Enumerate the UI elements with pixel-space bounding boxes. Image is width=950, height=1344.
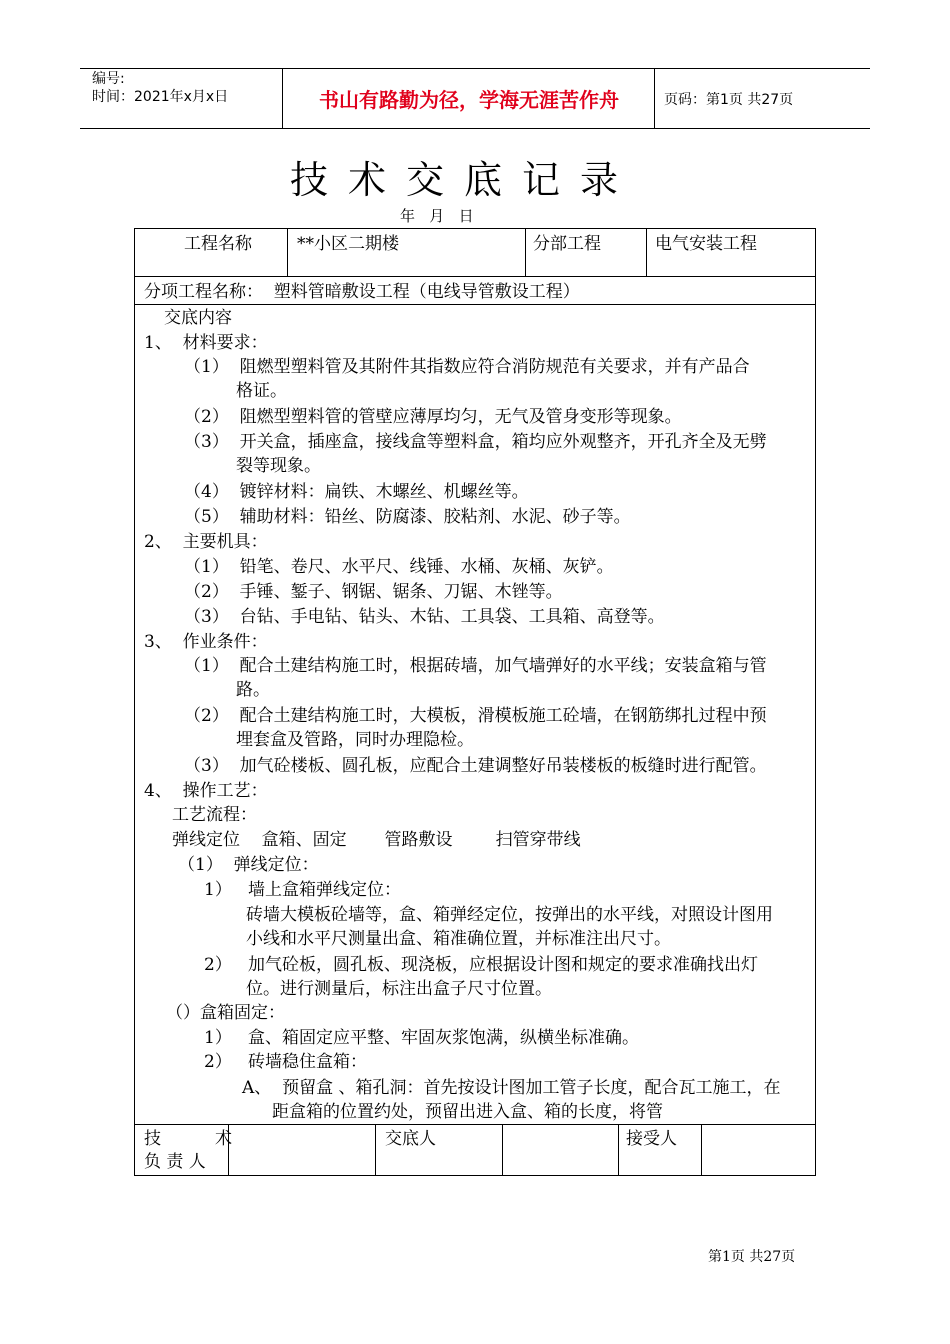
content-line: 3、 作业条件：	[144, 632, 268, 652]
content-line: （1） 铅笔、卷尺、水平尺、线锤、水桶、灰桶、灰铲。	[184, 557, 614, 577]
content-line: 裂等现象。	[236, 456, 321, 476]
footer-receiver-label: 接受人	[626, 1129, 677, 1149]
content-line: 4、 操作工艺：	[144, 781, 268, 801]
table-row2-border	[134, 304, 816, 305]
content-line: 位。进行测量后，标注出盒子尺寸位置。	[246, 979, 552, 999]
content-line: 格证。	[236, 381, 287, 401]
table-left-border	[134, 228, 135, 1176]
header-time: 时间：2021年x月x日	[92, 89, 229, 105]
content-line: 1） 盒、箱固定应平整、牢固灰浆饱满，纵横坐标准确。	[204, 1028, 640, 1048]
content-line: A、 预留盒 、箱孔洞：首先按设计图加工管子长度，配合瓦工施工，在	[242, 1078, 781, 1098]
table-row1-border	[134, 276, 816, 277]
footer-tech-label-top: 技 术	[144, 1129, 233, 1149]
footer-divider-3	[502, 1124, 503, 1175]
content-line: （2） 手锤、錾子、钢锯、锯条、刀锯、木锉等。	[184, 582, 563, 602]
project-name-label: 工程名称	[184, 234, 252, 254]
content-line: 埋套盒及管路，同时办理隐检。	[236, 730, 474, 750]
header-top-rule	[80, 68, 870, 69]
content-line: （2） 配合土建结构施工时，大模板，滑模板施工砼墙，在钢筋绑扎过程中预	[184, 706, 767, 726]
footer-discloser-label: 交底人	[385, 1129, 436, 1149]
content-line: 1、 材料要求：	[144, 333, 268, 353]
content-line: 路。	[236, 680, 270, 700]
content-line: 2、 主要机具：	[144, 532, 268, 552]
content-line: 2） 砖墙稳住盒箱：	[204, 1052, 368, 1072]
content-line: （1） 配合土建结构施工时，根据砖墙，加气墙弹好的水平线；安装盒箱与管	[184, 656, 767, 676]
footer-divider-4	[618, 1124, 619, 1175]
project-name-value: **小区二期楼	[297, 234, 399, 254]
page-footer: 第1页 共27页	[708, 1249, 796, 1265]
table-top-border	[134, 228, 816, 229]
date-line: 年 月 日	[400, 207, 474, 225]
subitem-name: 分项工程名称： 塑料管暗敷设工程（电线导管敷设工程）	[144, 282, 580, 302]
content-line: 工艺流程：	[172, 805, 257, 825]
content-line: （3） 加气砼楼板、圆孔板，应配合土建调整好吊装楼板的板缝时进行配管。	[184, 756, 767, 776]
content-line: （1） 弹线定位：	[178, 855, 319, 875]
division-value: 电气安装工程	[655, 234, 757, 254]
content-line: （1） 阻燃型塑料管及其附件其指数应符合消防规范有关要求，并有产品合	[184, 357, 750, 377]
footer-divider-2	[375, 1124, 376, 1175]
header-bottom-rule	[80, 128, 870, 129]
content-line: （2） 阻燃型塑料管的管壁应薄厚均匀，无气及管身变形等现象。	[184, 407, 682, 427]
footer-divider-5	[701, 1124, 702, 1175]
content-line: （3） 开关盒，插座盒，接线盒等塑料盒，箱均应外观整齐，开孔齐全及无劈	[184, 432, 767, 452]
header-number-label: 编号:	[92, 71, 125, 87]
page-title: 技术交底记录	[290, 158, 639, 202]
header-page-info: 页码：第1页 共27页	[664, 92, 794, 108]
content-line: （4） 镀锌材料：扁铁、木螺丝、机螺丝等。	[184, 482, 529, 502]
row1-divider-1	[287, 228, 288, 276]
table-footer-top-border	[134, 1124, 816, 1125]
content-line: 2） 加气砼板，圆孔板、现浇板，应根据设计图和规定的要求准确找出灯	[204, 955, 759, 975]
table-right-border	[815, 228, 816, 1176]
content-line: 1） 墙上盒箱弹线定位：	[204, 880, 402, 900]
row1-divider-3	[646, 228, 647, 276]
header-divider-2	[654, 68, 655, 129]
header-divider-1	[282, 68, 283, 129]
content-line: （5） 辅助材料：铅丝、防腐漆、胶粘剂、水泥、砂子等。	[184, 507, 631, 527]
content-line: 弹线定位 盒箱、固定 管路敷设 扫管穿带线	[172, 830, 581, 850]
division-label: 分部工程	[533, 234, 601, 254]
content-line: 小线和水平尺测量出盒、箱准确位置，并标准注出尺寸。	[246, 929, 671, 949]
content-line: 砖墙大模板砼墙等，盒、箱弹经定位，按弹出的水平线，对照设计图用	[246, 905, 773, 925]
footer-tech-label-bottom: 负 责 人	[144, 1152, 206, 1172]
header-motto: 书山有路勤为径，学海无涯苦作舟	[319, 88, 619, 112]
content-heading: 交底内容	[164, 308, 232, 328]
row1-divider-2	[525, 228, 526, 276]
content-line: （3） 台钻、手电钻、钻头、木钻、工具袋、工具箱、高登等。	[184, 607, 665, 627]
table-bottom-border	[134, 1175, 816, 1176]
content-line: （）盒箱固定：	[166, 1003, 285, 1023]
content-line: 距盒箱的位置约处，预留出进入盒、箱的长度，将管	[272, 1102, 663, 1122]
